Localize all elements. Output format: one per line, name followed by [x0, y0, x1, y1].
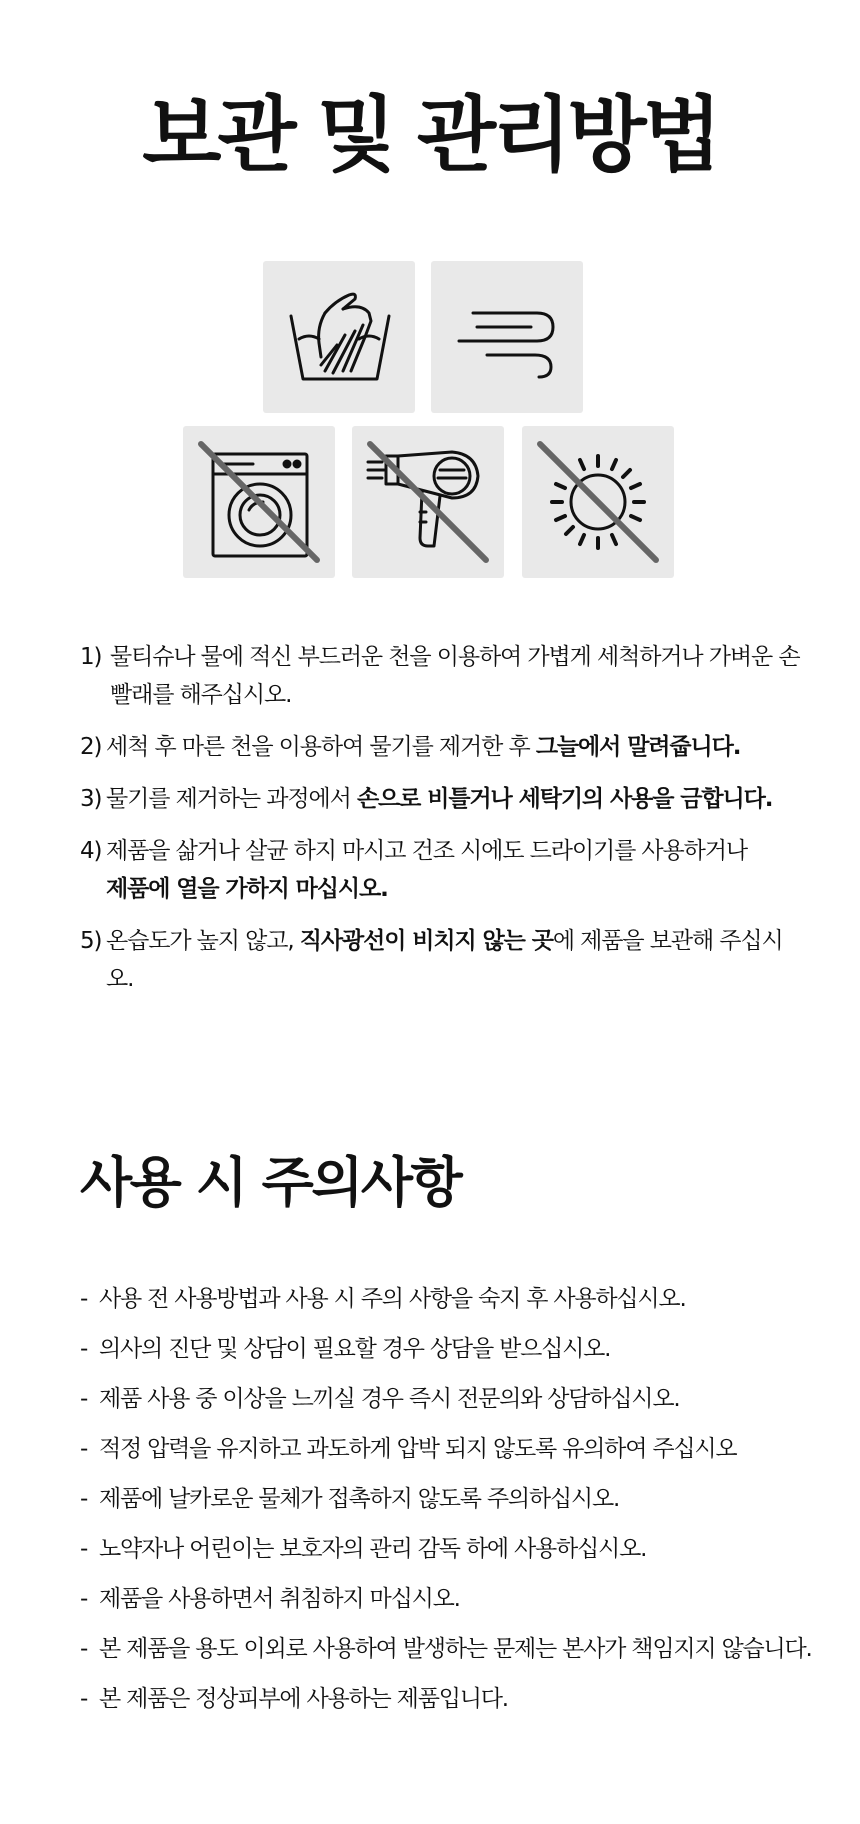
caution-item: - 제품에 날카로운 물체가 접촉하지 않도록 주의하십시오.	[80, 1486, 620, 1512]
hand-wash-icon	[263, 261, 415, 413]
care-instructions-list	[80, 638, 800, 1012]
air-dry-icon	[431, 261, 583, 413]
no-direct-sunlight-tile	[522, 426, 674, 578]
caution-item: - 본 제품은 정상피부에 사용하는 제품입니다.	[80, 1686, 508, 1712]
no-direct-sunlight-icon	[522, 426, 674, 578]
no-machine-wash-icon	[183, 426, 335, 578]
caution-item: - 의사의 진단 및 상담이 필요할 경우 상담을 받으십시오.	[80, 1336, 611, 1362]
care-item: 4) 제품을 삶거나 살균 하지 마시고 건조 시에도 드라이기를 사용하거나 제품에 열을 가하지 마십시오.	[80, 838, 747, 902]
caution-list	[80, 1281, 820, 1731]
care-item: 5) 온습도가 높지 않고, 직사광선이 비치지 않는 곳에 제품을 보관해 주십시오.	[80, 928, 783, 992]
no-hair-dryer-tile	[352, 426, 504, 578]
hand-wash-tile	[263, 261, 415, 413]
care-item: 2) 세척 후 마른 천을 이용하여 물기를 제거한 후 그늘에서 말려줍니다.	[80, 734, 741, 760]
care-item: 1) 물티슈나 물에 적신 부드러운 천을 이용하여 가볍게 세척하거나 가벼운 손빨래를 해주십시오.	[80, 644, 800, 708]
care-item: 3) 물기를 제거하는 과정에서 손으로 비틀거나 세탁기의 사용을 금합니다.	[80, 786, 773, 812]
caution-item: - 제품 사용 중 이상을 느끼실 경우 즉시 전문의와 상담하십시오.	[80, 1386, 680, 1412]
page-title: 보관 및 관리방법	[142, 88, 718, 183]
no-machine-wash-tile	[183, 426, 335, 578]
caution-item: - 적정 압력을 유지하고 과도하게 압박 되지 않도록 유의하여 주십시오	[80, 1436, 737, 1462]
caution-item: - 본 제품을 용도 이외로 사용하여 발생하는 문제는 본사가 책임지지 않습니다.	[80, 1636, 812, 1662]
caution-item: - 노약자나 어린이는 보호자의 관리 감독 하에 사용하십시오.	[80, 1536, 647, 1562]
air-dry-tile	[431, 261, 583, 413]
caution-title: 사용 시 주의사항	[80, 1151, 461, 1214]
caution-item: - 제품을 사용하면서 취침하지 마십시오.	[80, 1586, 460, 1612]
caution-item: - 사용 전 사용방법과 사용 시 주의 사항을 숙지 후 사용하십시오.	[80, 1286, 686, 1312]
no-hair-dryer-icon	[352, 426, 504, 578]
